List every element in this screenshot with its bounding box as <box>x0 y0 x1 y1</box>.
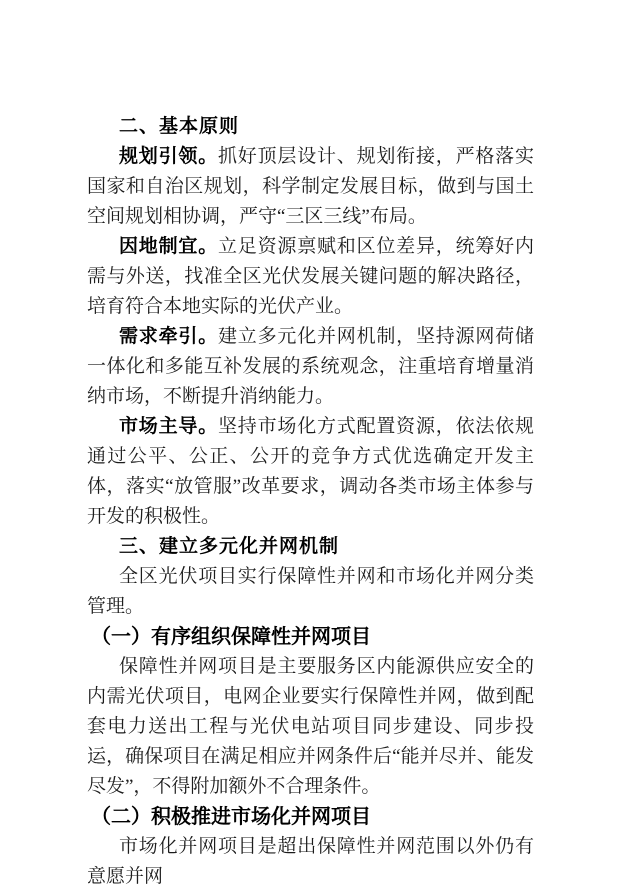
paragraph-text: 市场化并网项目是超出保障性并网范围以外仍有意愿并网 <box>87 836 534 887</box>
paragraph-guaranteed-grid <box>87 652 534 802</box>
paragraph-text: 坚持市场化方式配置资源，依法依规通过公平、公正、公开的竞争方式优选确定开发主体，落实“放管服”改革要求，调动各类市场主体参与开发的积极性。 <box>87 416 534 527</box>
paragraph-lead: 因地制宜。 <box>119 236 218 257</box>
section-heading-grid-mechanism: 三、建立多元化并网机制 <box>119 536 340 557</box>
paragraph-planning-guidance <box>87 142 534 232</box>
subheading-guaranteed-grid-projects: （一）有序组织保障性并网项目 <box>91 626 371 648</box>
paragraph-text: 保障性并网项目是主要服务区内能源供应安全的内需光伏项目，电网企业要实行保障性并网，做到配套电力送出工程与光伏电站项目同步建设、同步投运，确保项目在满足相应并网条件后“能并尽并、能发尽发”，不得附加额外不合理条件。 <box>87 656 534 797</box>
paragraph-lead: 规划引领。 <box>119 146 218 167</box>
paragraph-classification <box>87 562 534 622</box>
paragraph-market-led <box>87 412 534 532</box>
paragraph-text: 立足资源禀赋和区位差异，统筹好内需与外送，找准全区光伏发展关键问题的解决路径，培育符合本地实际的光伏产业。 <box>87 236 534 317</box>
paragraph-demand-driven <box>87 322 534 412</box>
subheading-market-grid-projects: （二）积极推进市场化并网项目 <box>91 806 371 828</box>
paragraph-lead: 需求牵引。 <box>119 326 218 347</box>
paragraph-text: 建立多元化并网机制，坚持源网荷储一体化和多能互补发展的系统观念，注重培育增量消纳市场，不断提升消纳能力。 <box>87 326 534 407</box>
paragraph-local-conditions <box>87 232 534 322</box>
paragraph-market-grid <box>87 832 534 892</box>
paragraph-lead: 市场主导。 <box>119 416 218 437</box>
paragraph-text: 全区光伏项目实行保障性并网和市场化并网分类管理。 <box>87 566 534 617</box>
section-heading-basic-principles: 二、基本原则 <box>119 116 240 137</box>
document-body <box>87 112 534 892</box>
paragraph-text: 抓好顶层设计、规划衔接，严格落实国家和自治区规划，科学制定发展目标，做到与国土空间规划相协调，严守“三区三线”布局。 <box>87 146 534 227</box>
